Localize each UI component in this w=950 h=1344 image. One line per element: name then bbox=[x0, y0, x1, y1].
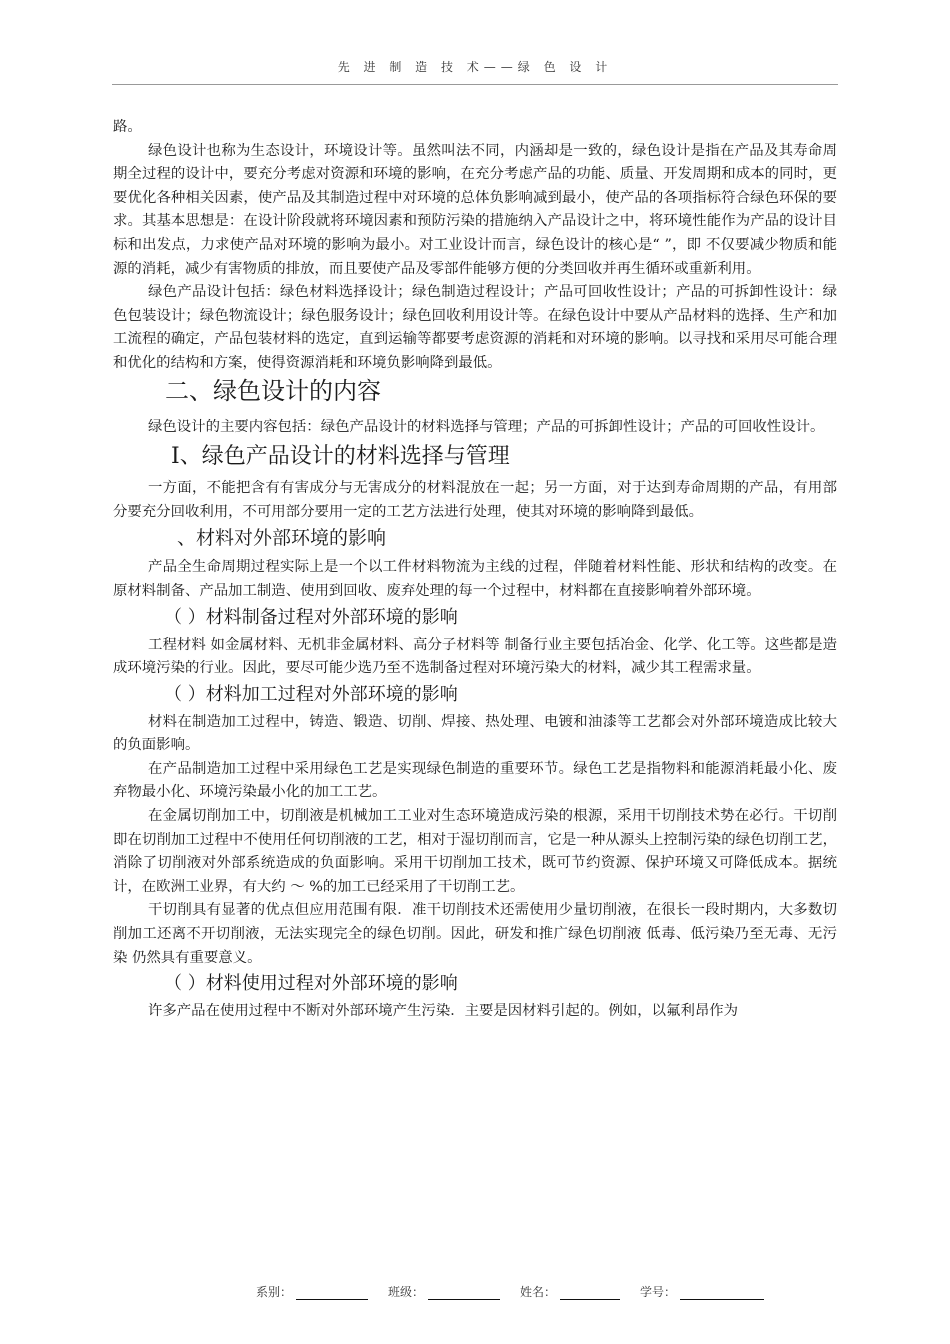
paragraph: 工程材料 如金属材料、无机非金属材料、高分子材料等 制备行业主要包括冶金、化学、化工等。这些都是造成环境污染的行业。因此，要尽可能少选乃至不选制备过程对环境污染大的材料，减少其工程需求量。 bbox=[113, 636, 837, 677]
page-header-title: 先 进 制 造 技 术——绿 色 设 计 bbox=[337, 60, 613, 74]
student-id-field[interactable] bbox=[680, 1285, 764, 1300]
dept-label: 系别： bbox=[256, 1285, 293, 1299]
paragraph: 路。 bbox=[113, 119, 142, 135]
header-divider bbox=[112, 84, 838, 85]
document-body bbox=[113, 116, 837, 1024]
paragraph: 产品全生命周期过程实际上是一个以工件材料物流为主线的过程，伴随着材料性能、形状和结构的改变。在原材料制备、产品加工制造、使用到回收、废弃处理的每一个过程中，材料都在直接影响着外部环境。 bbox=[113, 559, 837, 599]
paragraph: 材料在制造加工过程中，铸造、锻造、切削、焊接、热处理、电镀和油漆等工艺都会对外部环境造成比较大的负面影响。 bbox=[113, 713, 837, 754]
student-id-label: 学号： bbox=[640, 1285, 677, 1299]
paragraph: 绿色设计也称为生态设计，环境设计等。虽然叫法不同，内涵却是一致的，绿色设计是指在产品及其寿命周期全过程的设计中，要充分考虑对资源和环境的影响，在充分考虑产品的功能、质量、开发周期和成本的同时，更要优化各种相关因素，使产品及其制造过程中对环境的总体负影响减到最小，使产品的各项指标符合绿色环保的要求。其基本思想是：在设计阶段就将环境因素和预防污染的措施纳入产品设计之中，将环境性能作为产品的设计目标和出发点，力求使产品对环境的影响为最小。对工业设计而言，绿色设计的核心是“ ”，即 不仅要减少物质和能源的消耗，减少有害物质的排放，而且要使产品及零部件能够方便的分类回收并再生循环或重新利用。 bbox=[113, 142, 837, 277]
page-footer bbox=[256, 1283, 764, 1300]
class-field[interactable] bbox=[428, 1285, 500, 1300]
subsection-heading: Ⅰ、绿色产品设计的材料选择与管理 bbox=[171, 444, 510, 470]
topic-heading: （ ）材料加工过程对外部环境的影响 bbox=[164, 683, 458, 705]
subsubsection-heading: 、材料对外部环境的影响 bbox=[177, 527, 387, 550]
name-label: 姓名： bbox=[520, 1285, 557, 1299]
topic-heading: （ ）材料制备过程对外部环境的影响 bbox=[164, 606, 458, 628]
dept-field[interactable] bbox=[296, 1285, 368, 1300]
name-field[interactable] bbox=[560, 1285, 620, 1300]
topic-heading: （ ）材料使用过程对外部环境的影响 bbox=[164, 973, 458, 995]
paragraph: 在金属切削加工中，切削液是机械加工工业对生态环境造成污染的根源，采用干切削技术势在必行。干切削即在切削加工过程中不使用任何切削液的工艺，相对于湿切削而言，它是一种从源头上控制污染的绿色切削工艺，消除了切削液对外部系统造成的负面影响。采用干切削加工技术，既可节约资源、保护环境又可降低成本。据统计，在欧洲工业界，有大约 ～ %的加工已经采用了干切削工艺。 bbox=[113, 808, 837, 895]
paragraph: 一方面，不能把含有有害成分与无害成分的材料混放在一起；另一方面，对于达到寿命周期的产品，有用部分要充分回收利用，不可用部分要用一定的工艺方法进行处理，使其对环境的影响降到最低。 bbox=[113, 480, 837, 520]
paragraph: 绿色设计的主要内容包括：绿色产品设计的材料选择与管理；产品的可拆卸性设计；产品的可回收性设计。 bbox=[148, 418, 825, 435]
paragraph: 绿色产品设计包括：绿色材料选择设计；绿色制造过程设计；产品可回收性设计；产品的可拆卸性设计：绿色包装设计；绿色物流设计；绿色服务设计；绿色回收利用设计等。在绿色设计中要从产品材料的选择、生产和加工流程的确定，产品包装材料的选定，直到运输等都要考虑资源的消耗和对环境的影响。以寻找和采用尽可能合理和优化的结构和方案，使得资源消耗和环境负影响降到最低。 bbox=[113, 284, 837, 371]
paragraph: 干切削具有显著的优点但应用范围有限．准干切削技术还需使用少量切削液，在很长一段时期内，大多数切削加工还离不开切削液，无法实现完全的绿色切削。因此，研发和推广绿色切削液 低毒、低污染乃至无毒、无污染 仍然具有重要意义。 bbox=[113, 902, 837, 966]
class-label: 班级： bbox=[388, 1285, 425, 1299]
section-heading: 二、绿色设计的内容 bbox=[165, 376, 381, 405]
paragraph: 在产品制造加工过程中采用绿色工艺是实现绿色制造的重要环节。绿色工艺是指物料和能源消耗最小化、废弃物最小化、环境污染最小化的加工工艺。 bbox=[113, 760, 837, 801]
paragraph: 许多产品在使用过程中不断对外部环境产生污染．主要是因材料引起的。例如，以氟利昂作为 bbox=[148, 1003, 739, 1020]
